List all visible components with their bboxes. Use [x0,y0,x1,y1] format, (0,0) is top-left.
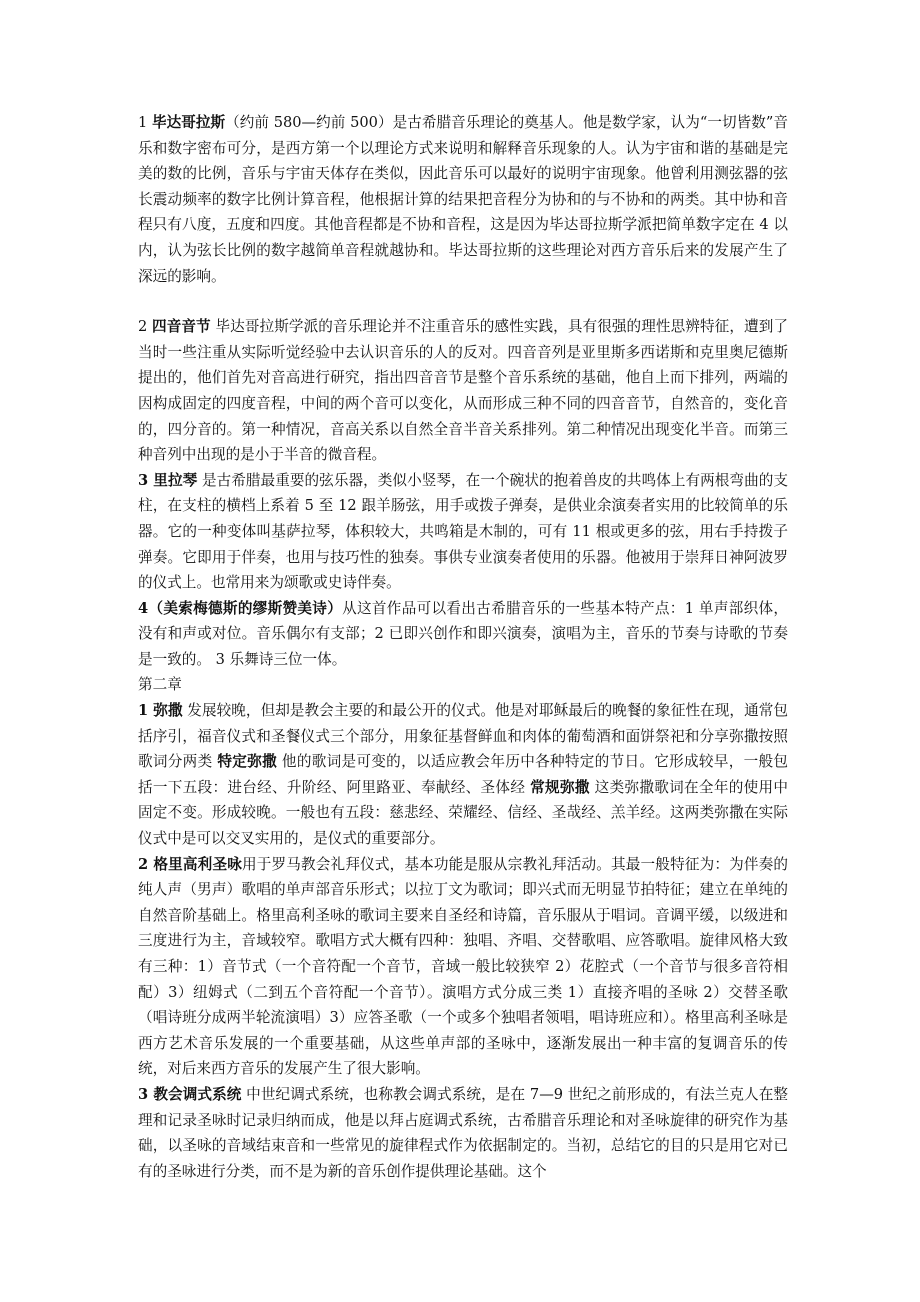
section-text: 这类弥撒歌词在全年的使用中固定不变。形成较晚。一般也有五段：慈悲经、荣耀经、信经、圣哉经、羔羊经。这两类弥撒在实际仪式中是可以交叉实用的，是仪式的重要部分。 [138,778,788,848]
section-number: 2 [138,318,153,336]
section-mass [138,698,788,852]
section-text: 毕达哥拉斯学派的音乐理论并不注重音乐的感性实践，具有很强的理性思辨特征，遭到了当时一些注重从实际听觉经验中去认识音乐的人的反对。四音音列是亚里斯多西诺斯和克里奥尼德斯提出的，他们首先对音高进行研究，指出四音音节是整个音乐系统的基础，他自上而下排列，两端的因构成固定的四度音程，中间的两个音可以变化，从而形成三种不同的四音音节，自然音的，变化音的，四分音的。第一种情况，音高关系以自然全音半音关系排列。第二种情况出现变化半音。而第三种音列中出现的是小于半音的微音程。 [138,318,788,464]
section-heading: 四音音节 [152,318,211,336]
section-number: 1 [138,114,152,131]
document-body [138,110,788,1184]
section-hymn-to-muse [138,596,788,673]
term-proper-mass: 特定弥撒 [217,753,277,771]
section-heading: 4（美索梅德斯的缪斯赞美诗） [138,599,343,617]
section-heading: 2 格里高利圣咏 [138,855,242,873]
section-text: 中世纪调式系统，也称教会调式系统，是在 7—9 世纪之前形成的，有法兰克人在整理和记录圣咏时记录归纳而成，他是以拜占庭调式系统，古希腊音乐理论和对圣咏旋律的研究作为基础，以圣咏的音域结束音和一些常见的旋律程式作为依据制定的。当初，总结它的目的只是用它对已有的圣咏进行分类，而不是为新的音乐创作提供理论基础。这个 [138,1085,788,1180]
section-text: 是古希腊最重要的弦乐器，类似小竖琴，在一个碗状的抱着兽皮的共鸣体上有两根弯曲的支柱，在支柱的横档上系着 5 至 12 跟羊肠弦，用手或拨子弹奏，是供业余演奏者实用的比较简单的乐器。它的一种变体叫基萨拉琴，体积较大，共鸣箱是木制的，可有 11 根或更多的弦，用右手持拨子弹奏。它即用于伴奏，也用与技巧性的独奏。事供专业演奏者使用的乐器。他被用于崇拜日神阿波罗的仪式上。也常用来为颂歌或史诗伴奏。 [138,471,788,592]
section-text: 他的歌词是可变的，以适应教会年历中各种特定的节日。它形成较早，一般包括一下五段：进台经、升阶经、阿里路亚、奉献经、圣体经 [138,753,788,796]
section-text: 发展较晚，但却是教会主要的和最公开的仪式。他是对耶稣最后的晚餐的象征性在现，通常包括序引，福音仪式和圣餐仪式三个部分，用象征基督鲜血和肉体的葡萄酒和面饼祭祀和分享弥撒按照歌词分两类 [138,702,788,771]
section-text: （约前 580—约前 500）是古希腊音乐理论的奠基人。他是数学家，认为“一切皆数”音乐和数字密布可分，是西方第一个以理论方式来说明和解释音乐现象的人。认为宇宙和谐的基础是完美的数的比例，音乐与宇宙天体存在类似，因此音乐可以最好的说明宇宙现象。他曾利用测弦器的弦长震动频率的数字比例计算音程，他根据计算的结果把音程分为协和的与不协和的两类。其中协和音程只有八度，五度和四度。其他音程都是不协和音程，这是因为毕达哥拉斯学派把简单数字定在 4 以内，认为弦长比例的数字越简单音程就越协和。毕达哥拉斯的这些理论对西方音乐后来的发展产生了深远的影响。 [138,114,788,285]
section-gregorian-chant [138,852,788,1082]
section-church-modes [138,1082,788,1184]
section-heading: 3 教会调式系统 [138,1085,242,1103]
section-heading: 毕达哥拉斯 [151,114,226,131]
section-heading: 1 弥撒 [138,702,183,720]
section-tetrachord [138,314,788,468]
chapter-heading: 第二章 [138,676,182,694]
section-pythagoras [138,110,788,289]
term-ordinary-mass: 常规弥撒 [530,778,590,796]
section-text: 从这首作品可以看出古希腊音乐的一些基本特产点：1 单声部织体，没有和声或对位。音乐偶尔有支部；2 已即兴创作和即兴演奏，演唱为主，音乐的节奏与诗歌的节奏是一致的。 3 乐舞诗三位一体。 [138,599,789,668]
section-text: 用于罗马教会礼拜仪式，基本功能是服从宗教礼拜活动。其最一般特征为：为伴奏的纯人声（男声）歌唱的单声部音乐形式；以拉丁文为歌词；即兴式而无明显节拍特征；建立在单纯的自然音阶基础上。格里高利圣咏的歌词主要来自圣经和诗篇，音乐服从于唱词。音调平缓，以级进和三度进行为主，音域较窄。歌唱方式大概有四种：独唱、齐唱、交替歌唱、应答歌唱。旋律风格大致有三种：1）音节式（一个音符配一个音节，音域一般比较狭窄 2）花腔式（一个音节与很多音符相配）3）纽姆式（二到五个音符配一个音节）。演唱方式分成三类 1）直接齐唱的圣咏 2）交替圣歌（唱诗班分成两半轮流演唱）3）应答圣歌（一个或多个独唱者领唱，唱诗班应和）。格里高利圣咏是西方艺术音乐发展的一个重要基础，从这些单声部的圣咏中，逐渐发展出一种丰富的复调音乐的传统，对后来西方音乐的发展产生了很大影响。 [138,855,788,1078]
paragraph-gap [138,289,788,314]
section-lyre [138,468,788,596]
section-heading: 3 里拉琴 [138,471,198,489]
